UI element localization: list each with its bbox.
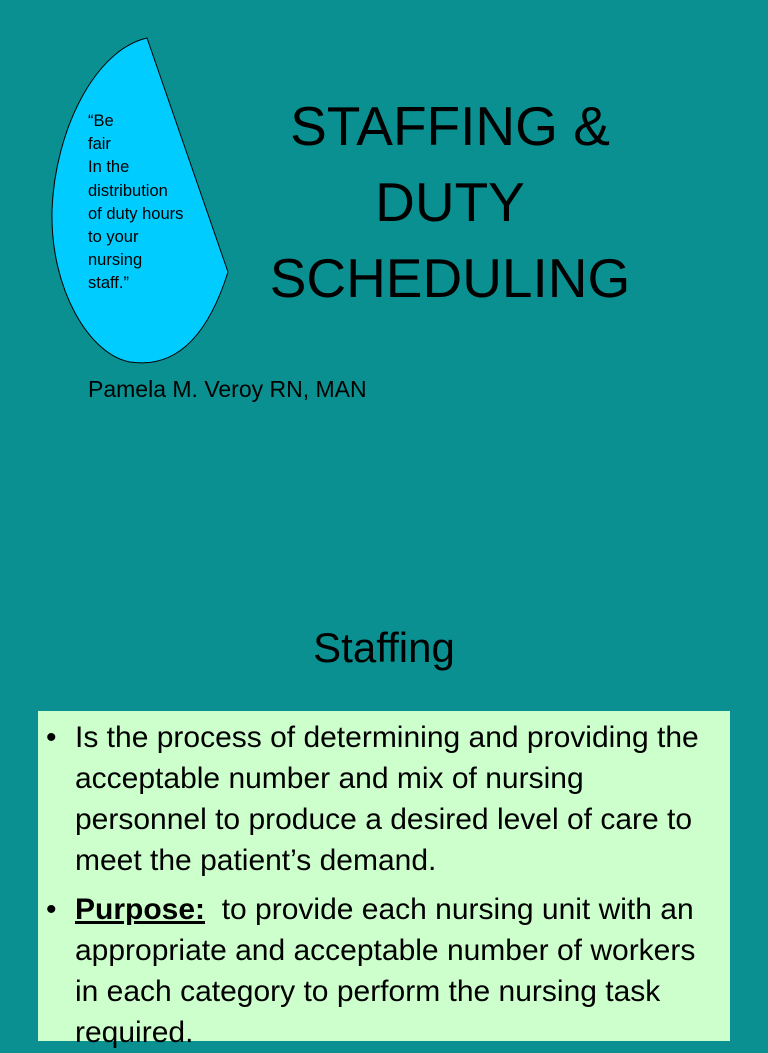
slide-heading: Staffing [313, 624, 455, 671]
bullet-marker: • [46, 721, 57, 754]
staffing-slide [0, 576, 768, 1049]
bullet-marker: • [46, 893, 57, 926]
bullet-list [38, 711, 730, 1053]
author-name: Pamela M. Veroy RN, MAN [88, 376, 367, 402]
purpose-label: Purpose: [75, 893, 206, 926]
slide-title: STAFFING & DUTY SCHEDULING [269, 95, 631, 309]
bullet-item [38, 881, 730, 1053]
content-box [38, 711, 730, 1049]
bullet-item [38, 711, 730, 881]
bullet-text: to provide each nursing unit with an appropriate and acceptable number of workers in each category to perform the nursing task required. [75, 893, 704, 1049]
bullet-text: Is the process of determining and providing the acceptable number and mix of nursing personnel to produce a desired level of care to meet the patient’s demand. [75, 721, 699, 877]
quote-text: “Be fair In the distribution of duty hours to your nursing staff.” [88, 112, 184, 293]
